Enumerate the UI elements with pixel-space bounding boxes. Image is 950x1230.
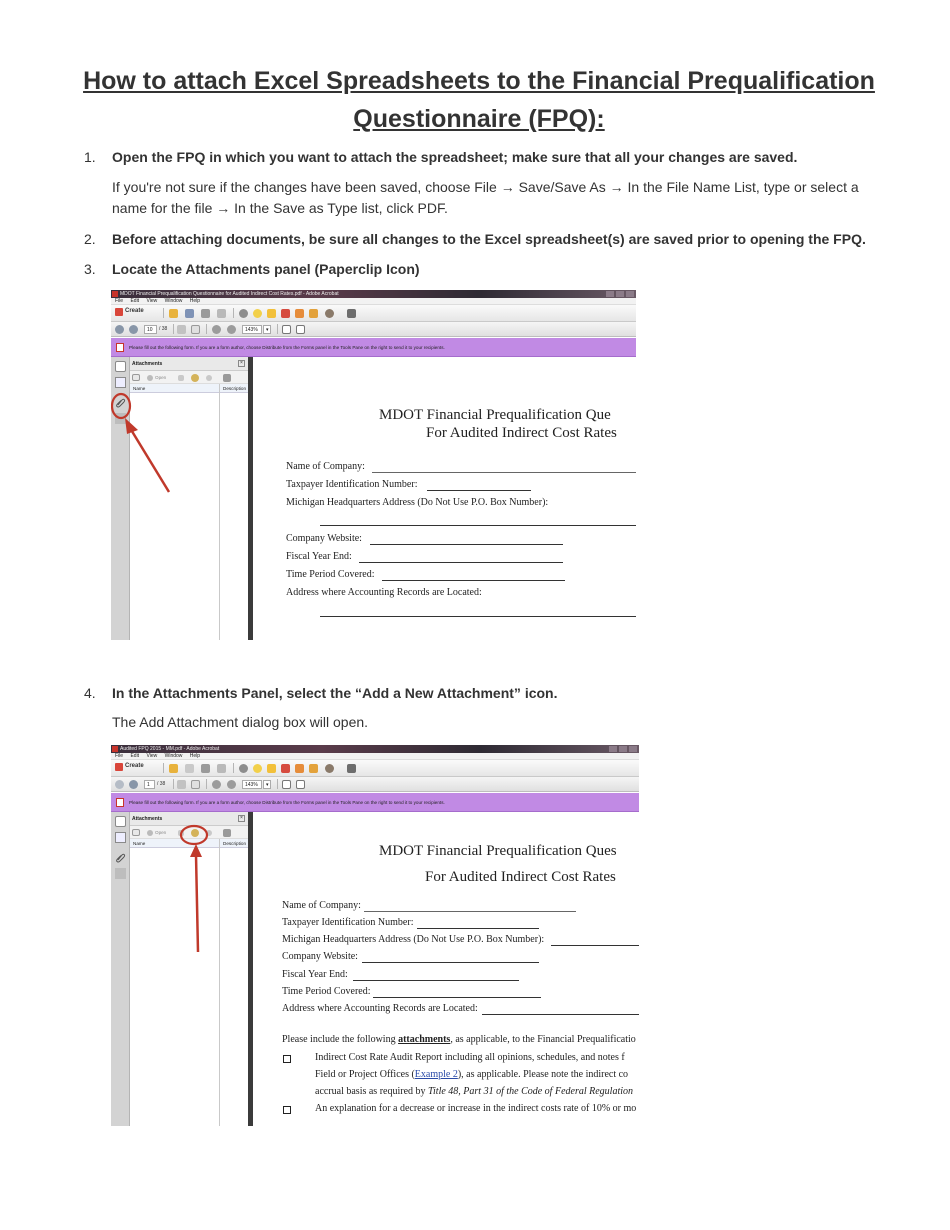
menu-edit[interactable]: Edit — [130, 298, 140, 304]
item-1-line-1: Indirect Cost Rate Audit Report including all opinions, schedules, and notes f — [315, 1052, 625, 1063]
create-button[interactable]: Create — [115, 308, 144, 314]
zoom-input[interactable]: 143% — [242, 325, 262, 334]
acrobat-screenshot-2 — [111, 745, 639, 1126]
field-hq-address: Michigan Headquarters Address (Do Not Use P.O. Box Number): — [286, 497, 549, 508]
intro-text: Please include the following — [282, 1034, 399, 1045]
field-company-website: Company Website: — [282, 951, 358, 962]
page-number-input[interactable]: 10 — [144, 325, 157, 334]
step-4-detail: The Add Attachment dialog box will open. — [112, 714, 369, 730]
step-number: 3. — [84, 261, 96, 277]
menu-help[interactable]: Help — [189, 298, 201, 304]
doc-heading-1: MDOT Financial Prequalification Que — [379, 407, 611, 423]
annotation-arrow — [111, 745, 639, 1126]
example-2-link[interactable]: Example 2 — [414, 1069, 458, 1080]
page-total: / 38 — [159, 326, 168, 332]
column-description[interactable]: Description — [223, 386, 246, 391]
step-text: Before attaching documents, be sure all changes to the Excel spreadsheet(s) are saved prior to opening the FPQ. — [112, 231, 866, 247]
menu-help[interactable]: Help — [189, 753, 201, 759]
intro-rest: , as applicable, to the Financial Prequalificatio — [450, 1034, 636, 1045]
menu-window[interactable]: Window — [164, 753, 183, 759]
title-line-1: How to attach Excel Spreadsheets to the Financial Prequalification — [83, 67, 875, 95]
step-text: In the Attachments Panel, select the “Add a New Attachment” icon. — [112, 685, 558, 701]
window-title: Audited FPQ 2015 - MM.pdf - Adobe Acrobat — [120, 746, 220, 752]
item-1-line-3-citation: Title 48, Part 31 of the Code of Federal Regulation — [428, 1086, 633, 1097]
menu-view[interactable]: View — [146, 753, 158, 759]
field-fiscal-year-end: Fiscal Year End: — [282, 969, 348, 980]
step-1-detail: If you're not sure if the changes have been saved, choose File → Save/Save As → In the File Name List, type or select a name for the file → In the Save as Type list, click PDF. — [112, 179, 859, 216]
window-title: MDOT Financial Prequalification Questionnaire for Audited Indirect Cost Rates.pdf - Adobe Acrobat — [120, 291, 339, 297]
page-number-input[interactable]: 1 — [144, 780, 155, 789]
column-name[interactable]: Name — [133, 841, 146, 846]
step-number: 2. — [84, 231, 96, 247]
panel-close-icon[interactable]: × — [238, 815, 245, 822]
title-line-2: Questionnaire (FPQ): — [353, 105, 605, 133]
item-1-line-2-rest: ), as applicable. Please note the indirect co — [457, 1069, 629, 1080]
open-attachment-label[interactable]: Open — [155, 375, 167, 380]
step-number: 1. — [84, 149, 96, 165]
zoom-input[interactable]: 143% — [242, 780, 262, 789]
page-total: / 38 — [157, 781, 166, 787]
field-taxpayer-id: Taxpayer Identification Number: — [282, 917, 414, 928]
field-accounting-address: Address where Accounting Records are Located: — [282, 1003, 478, 1014]
field-time-period: Time Period Covered: — [282, 986, 371, 997]
field-company-name: Name of Company: — [282, 900, 361, 911]
annotation-arrow — [111, 290, 636, 640]
column-name[interactable]: Name — [133, 386, 146, 391]
attachments-panel-title: Attachments — [132, 361, 163, 367]
field-taxpayer-id: Taxpayer Identification Number: — [286, 479, 418, 490]
item-1-line-2-text: Field or Project Offices ( — [315, 1069, 415, 1080]
field-time-period: Time Period Covered: — [286, 569, 375, 580]
page-title — [60, 62, 898, 138]
menu-file[interactable]: File — [115, 753, 124, 759]
item-2-line-1: An explanation for a decrease or increase in the indirect costs rate of 10% or mo — [315, 1103, 637, 1114]
menu-view[interactable]: View — [146, 298, 158, 304]
notice-text: Please fill out the following form. If you are a form author, choose Distribute from the Forms panel in the Tools Pane on the right to send it to your recipients. — [129, 345, 445, 350]
item-1-line-3-text: accrual basis as required by — [315, 1086, 429, 1097]
doc-heading-2: For Audited Indirect Cost Rates — [425, 869, 616, 885]
panel-close-icon[interactable]: × — [238, 360, 245, 367]
intro-bold: attachments — [398, 1034, 451, 1045]
step-text: Locate the Attachments panel (Paperclip Icon) — [112, 261, 420, 277]
notice-text: Please fill out the following form. If you are a form author, choose Distribute from the Forms panel in the Tools Pane on the right to send it to your recipients. — [129, 800, 445, 805]
field-company-website: Company Website: — [286, 533, 362, 544]
field-company-name: Name of Company: — [286, 461, 365, 472]
field-accounting-address: Address where Accounting Records are Located: — [286, 587, 482, 598]
menu-window[interactable]: Window — [164, 298, 183, 304]
field-hq-address: Michigan Headquarters Address (Do Not Use P.O. Box Number): — [282, 934, 545, 945]
menu-edit[interactable]: Edit — [130, 753, 140, 759]
step-number: 4. — [84, 685, 96, 701]
attachments-panel-title: Attachments — [132, 816, 163, 822]
open-attachment-label[interactable]: Open — [155, 830, 167, 835]
zoom-dropdown-icon[interactable]: ▾ — [263, 780, 271, 789]
step-text: Open the FPQ in which you want to attach the spreadsheet; make sure that all your changes are saved. — [112, 149, 798, 165]
doc-heading-1: MDOT Financial Prequalification Ques — [379, 843, 617, 859]
create-button[interactable]: Create — [115, 763, 144, 769]
acrobat-screenshot-1 — [111, 290, 636, 640]
menu-file[interactable]: File — [115, 298, 124, 304]
column-description[interactable]: Description — [223, 841, 246, 846]
doc-heading-2: For Audited Indirect Cost Rates — [426, 425, 617, 441]
zoom-dropdown-icon[interactable]: ▾ — [263, 325, 271, 334]
field-fiscal-year-end: Fiscal Year End: — [286, 551, 352, 562]
